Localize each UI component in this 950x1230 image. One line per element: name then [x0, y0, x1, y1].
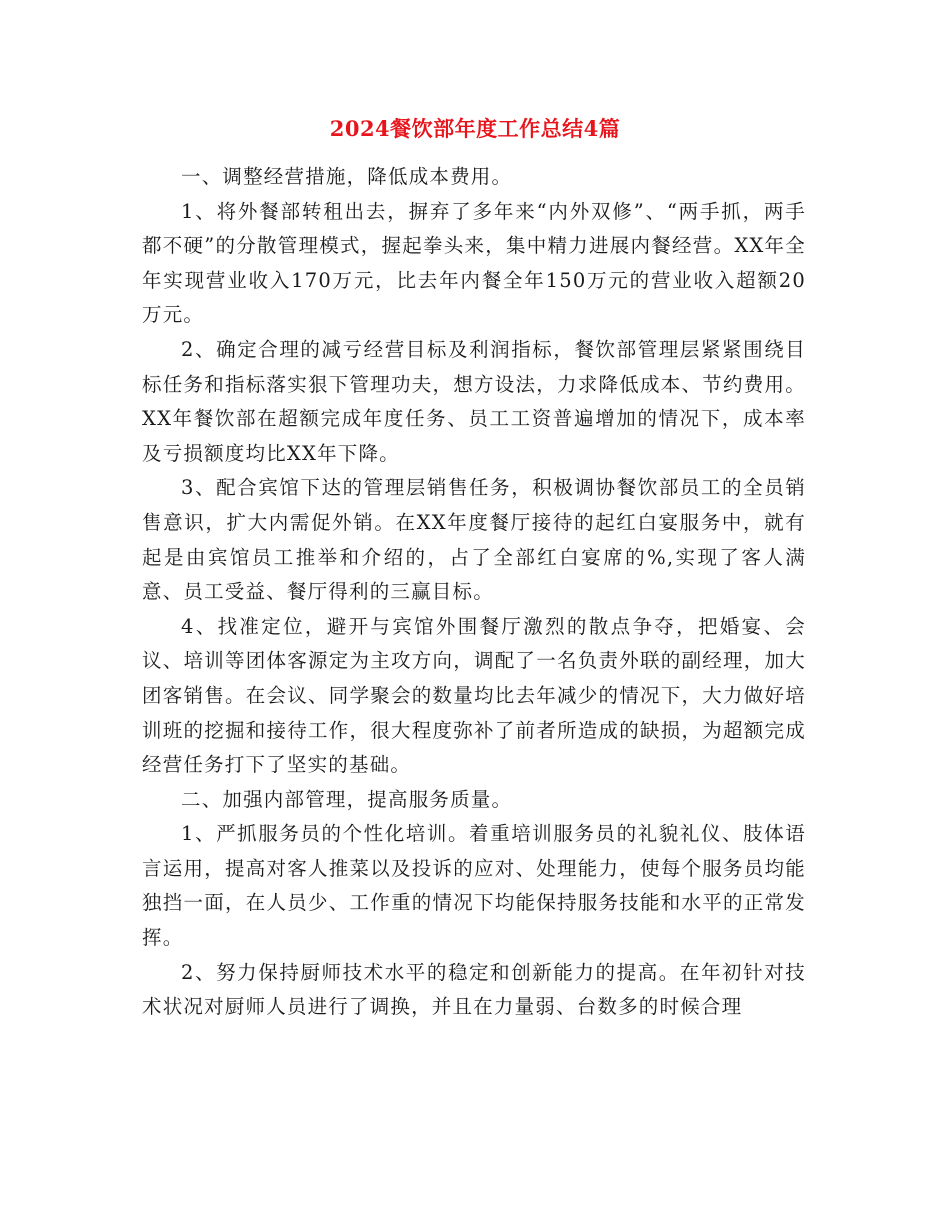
- paragraph-1-2: 2、确定合理的减亏经营目标及利润指标，餐饮部管理层紧紧围绕目标任务和指标落实狠下管理功夫，想方设法，力求降低成本、节约费用。XX年餐饮部在超额完成年度任务、员工工资普遍增加的情况下，成本率及亏损额度均比XX年下降。: [142, 337, 806, 465]
- document-body: [142, 160, 806, 1025]
- document-title: 2024餐饮部年度工作总结4篇: [329, 116, 621, 141]
- paragraph-section-1-heading: 一、调整经营措施，降低成本费用。: [181, 165, 513, 188]
- paragraph-section-2-heading: 二、加强内部管理，提高服务质量。: [181, 787, 513, 811]
- paragraph-1-4: 4、找准定位，避开与宾馆外围餐厅激烈的散点争夺，把婚宴、会议、培训等团体客源定为主攻方向，调配了一名负责外联的副经理，加大团客销售。在会议、同学聚会的数量均比去年减少的情况下，大力做好培训班的挖掘和接待工作，很大程度弥补了前者所造成的缺损，为超额完成经营任务打下了坚实的基础。: [142, 614, 806, 777]
- paragraph-2-1: 1、严抓服务员的个性化培训。着重培训服务员的礼貌礼仪、肢体语言运用，提高对客人推菜以及投诉的应对、处理能力，使每个服务员均能独挡一面，在人员少、工作重的情况下均能保持服务技能和水平的正常发挥。: [142, 822, 806, 950]
- paragraph-2-2: 2、努力保持厨师技术水平的稳定和创新能力的提高。在年初针对技术状况对厨师人员进行了调换，并且在力量弱、台数多的时候合理: [142, 960, 806, 1019]
- paragraph-1-3: 3、配合宾馆下达的管理层销售任务，积极调协餐饮部员工的全员销售意识，扩大内需促外销。在XX年度餐厅接待的起红白宴服务中，就有起是由宾馆员工推举和介绍的，占了全部红白宴席的%,实现了客人满意、员工受益、餐厅得利的三赢目标。: [142, 476, 806, 604]
- paragraph-1-1: 1、将外餐部转租出去，摒弃了多年来“内外双修”、“两手抓，两手都不硬”的分散管理模式，握起拳头来，集中精力进展内餐经营。XX年全年实现营业收入170万元，比去年内餐全年150万元的营业收入超额20万元。: [142, 199, 806, 327]
